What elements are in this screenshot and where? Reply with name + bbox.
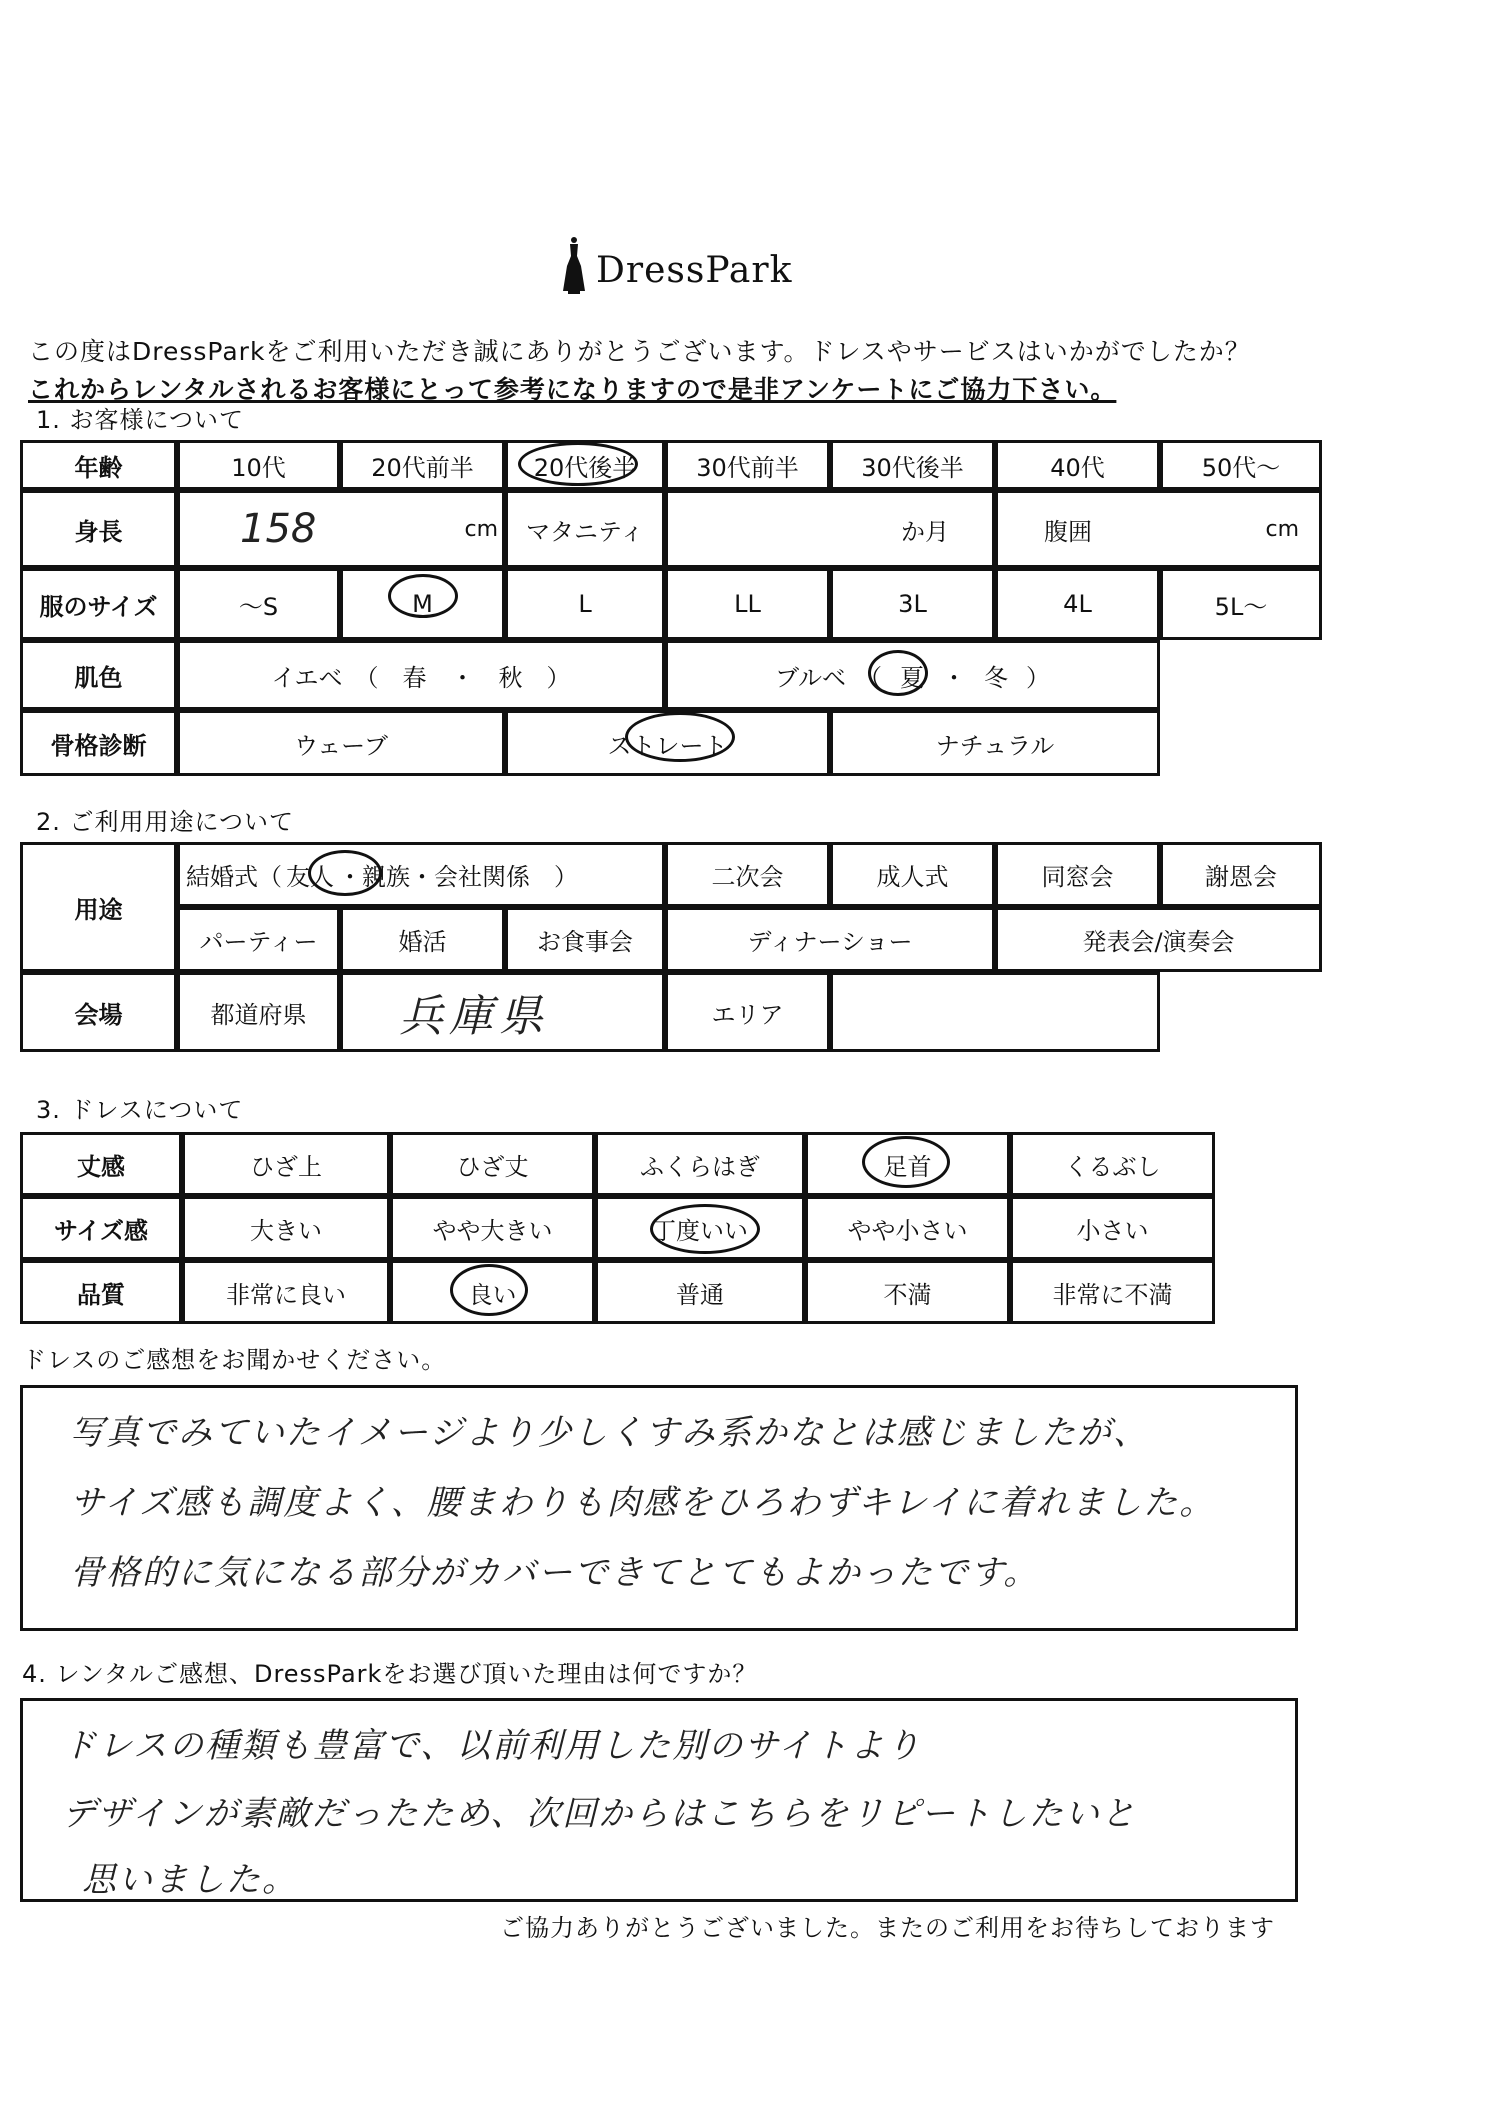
fit-option-large[interactable]: 大きい bbox=[182, 1196, 390, 1260]
quality-option-good[interactable]: 良い bbox=[390, 1260, 595, 1324]
skin-yellow-option[interactable]: イエベ （ 春 ・ 秋 ） bbox=[177, 640, 665, 710]
dresspark-logo bbox=[558, 236, 818, 298]
section2-title: 2. ご利用用途について bbox=[36, 808, 295, 836]
maternity-label: マタニティ bbox=[505, 490, 665, 568]
size-option-5l-plus[interactable]: 5L～ bbox=[1160, 568, 1322, 640]
skin-blue-suffix: ） bbox=[1026, 663, 1051, 692]
purpose-dinner[interactable]: お食事会 bbox=[505, 907, 665, 972]
height-unit: cm bbox=[464, 516, 498, 542]
answer-line-2: デザインが素敵だったため、次回からはこちらをリピートしたいと bbox=[62, 1794, 1137, 1834]
height-label: 身長 bbox=[20, 490, 177, 568]
purpose-dinner-show[interactable]: ディナーショー bbox=[665, 907, 995, 972]
purpose-reunion[interactable]: 同窓会 bbox=[995, 842, 1160, 907]
purpose-wedding-rest: ・親族・会社関係 ） bbox=[338, 863, 578, 891]
purpose-party[interactable]: パーティー bbox=[177, 907, 340, 972]
purpose-konkatsu[interactable]: 婚活 bbox=[340, 907, 505, 972]
frame-option-wave[interactable]: ウェーブ bbox=[177, 710, 505, 776]
frame-label: 骨格診断 bbox=[20, 710, 177, 776]
skin-blue-winter: 冬 bbox=[984, 663, 1009, 692]
quality-option-dissatisfied[interactable]: 不満 bbox=[805, 1260, 1010, 1324]
selection-circle-skin bbox=[868, 650, 928, 696]
waist-field[interactable] bbox=[995, 490, 1322, 568]
maternity-unit: か月 bbox=[901, 517, 949, 546]
age-option-40s[interactable]: 40代 bbox=[995, 440, 1160, 490]
height-field[interactable] bbox=[177, 490, 505, 568]
fit-option-slightly-small[interactable]: やや小さい bbox=[805, 1196, 1010, 1260]
age-option-10s[interactable]: 10代 bbox=[177, 440, 340, 490]
fit-option-just-right[interactable]: 丁度いい bbox=[595, 1196, 805, 1260]
fit-option-small[interactable]: 小さい bbox=[1010, 1196, 1215, 1260]
skin-blue-sep: ・ bbox=[942, 663, 967, 692]
selection-circle-quality bbox=[450, 1264, 528, 1316]
purpose-wedding-prefix: 結婚式（ bbox=[186, 863, 282, 891]
waist-unit: cm bbox=[1265, 516, 1299, 542]
length-option-anklebone[interactable]: くるぶし bbox=[1010, 1132, 1215, 1196]
height-value: 158 bbox=[240, 506, 317, 552]
size-option-s[interactable]: ～S bbox=[177, 568, 340, 640]
selection-circle-frame bbox=[625, 712, 735, 762]
purpose-thanks-party[interactable]: 謝恩会 bbox=[1160, 842, 1322, 907]
size-option-l[interactable]: L bbox=[505, 568, 665, 640]
purpose-wedding[interactable] bbox=[177, 842, 665, 907]
quality-option-normal[interactable]: 普通 bbox=[595, 1260, 805, 1324]
venue-pref-label: 都道府県 bbox=[177, 972, 340, 1052]
section4-title: 4. レンタルご感想、DressParkをお選び頂いた理由は何ですか？ bbox=[22, 1660, 758, 1688]
age-option-early-30s[interactable]: 30代前半 bbox=[665, 440, 830, 490]
purpose-wedding-friend: 友人 bbox=[286, 863, 334, 891]
size-option-4l[interactable]: 4L bbox=[995, 568, 1160, 640]
venue-area-label: エリア bbox=[665, 972, 830, 1052]
waist-label: 腹囲 bbox=[1044, 517, 1092, 546]
maternity-field[interactable] bbox=[665, 490, 995, 568]
selection-circle-size bbox=[388, 574, 458, 618]
skin-blue-summer: 夏 bbox=[900, 663, 925, 692]
length-option-above-knee[interactable]: ひざ上 bbox=[182, 1132, 390, 1196]
quality-label: 品質 bbox=[20, 1260, 182, 1324]
comment-line-1: 写真でみていたイメージより少しくすみ系かなとは感じましたが、 bbox=[70, 1413, 1149, 1453]
age-label: 年齢 bbox=[20, 440, 177, 490]
selection-circle-length bbox=[862, 1136, 950, 1188]
footer-thanks: ご協力ありがとうございました。またのご利用をお待ちしております bbox=[500, 1914, 1275, 1942]
venue-label: 会場 bbox=[20, 972, 177, 1052]
fit-option-slightly-large[interactable]: やや大きい bbox=[390, 1196, 595, 1260]
length-option-calf[interactable]: ふくらはぎ bbox=[595, 1132, 805, 1196]
dress-icon bbox=[558, 236, 590, 298]
quality-option-very-dissatisfied[interactable]: 非常に不満 bbox=[1010, 1260, 1215, 1324]
size-label: 服のサイズ bbox=[20, 568, 177, 640]
length-option-knee[interactable]: ひざ丈 bbox=[390, 1132, 595, 1196]
age-option-late-20s[interactable]: 20代後半 bbox=[505, 440, 665, 490]
comment-prompt: ドレスのご感想をお聞かせください。 bbox=[22, 1346, 447, 1374]
intro-line-2: これからレンタルされるお客様にとって参考になりますので是非アンケートにご協力下さい。 bbox=[28, 375, 1117, 404]
answer-line-3: 思いました。 bbox=[82, 1860, 298, 1900]
section3-title: 3. ドレスについて bbox=[36, 1096, 244, 1124]
skin-label: 肌色 bbox=[20, 640, 177, 710]
venue-area-field[interactable] bbox=[830, 972, 1160, 1052]
answer-line-1: ドレスの種類も豊富で、以前利用した別のサイトより bbox=[62, 1726, 922, 1766]
size-option-m[interactable]: M bbox=[340, 568, 505, 640]
selection-circle-fit bbox=[650, 1204, 760, 1254]
intro-line-1: この度はDressParkをご利用いただき誠にありがとうございます。ドレスやサービスはいかがでしたか？ bbox=[28, 337, 1251, 366]
size-option-ll[interactable]: LL bbox=[665, 568, 830, 640]
section1-title: 1. お客様について bbox=[36, 406, 245, 434]
purpose-recital[interactable]: 発表会/演奏会 bbox=[995, 907, 1322, 972]
quality-option-very-good[interactable]: 非常に良い bbox=[182, 1260, 390, 1324]
purpose-label: 用途 bbox=[20, 842, 177, 972]
selection-circle-age bbox=[518, 442, 638, 486]
age-option-early-20s[interactable]: 20代前半 bbox=[340, 440, 505, 490]
age-option-late-30s[interactable]: 30代後半 bbox=[830, 440, 995, 490]
skin-blue-prefix: ブルベ （ bbox=[774, 663, 883, 692]
logo-text: DressPark bbox=[596, 250, 793, 291]
selection-circle-purpose bbox=[308, 850, 382, 896]
size-option-3l[interactable]: 3L bbox=[830, 568, 995, 640]
comment-line-3: 骨格的に気になる部分がカバーできてとてもよかったです。 bbox=[70, 1553, 1040, 1593]
purpose-coming-of-age[interactable]: 成人式 bbox=[830, 842, 995, 907]
frame-option-natural[interactable]: ナチュラル bbox=[830, 710, 1160, 776]
frame-option-straight[interactable]: ストレート bbox=[505, 710, 830, 776]
venue-pref-field[interactable] bbox=[340, 972, 665, 1052]
age-option-50s-plus[interactable]: 50代～ bbox=[1160, 440, 1322, 490]
length-option-ankle[interactable]: 足首 bbox=[805, 1132, 1010, 1196]
length-label: 丈感 bbox=[20, 1132, 182, 1196]
purpose-afterparty[interactable]: 二次会 bbox=[665, 842, 830, 907]
fit-label: サイズ感 bbox=[20, 1196, 182, 1260]
comment-line-2: サイズ感も調度よく、腰まわりも肉感をひろわずキレイに着れました。 bbox=[70, 1483, 1216, 1523]
venue-pref-value: 兵庫県 bbox=[399, 991, 549, 1042]
